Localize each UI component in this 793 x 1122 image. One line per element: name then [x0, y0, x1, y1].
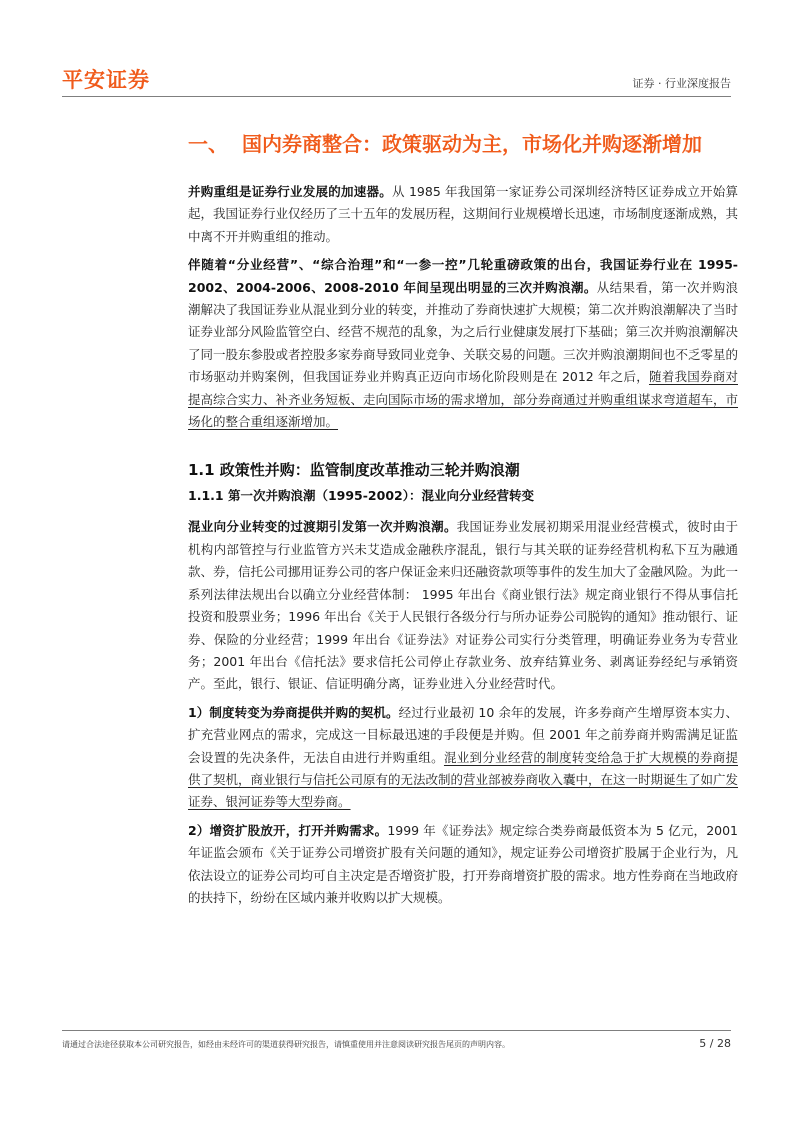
- paragraph-4-underlined: 混业到分业经营的制度转变给急于扩大规模的券商提供了契机，商业银行与信托公司原有的无法改制的营业部被券商收入囊中，在这一时期诞生了如广发证券、银河证券等大型券商。: [188, 749, 739, 810]
- page-header: [62, 58, 731, 98]
- main-content: [188, 128, 738, 915]
- paragraph-5-body: 1999 年《证券法》规定综合类券商最低资本为 5 亿元，2001 年证监会颁布《关于证券公司增资扩股有关问题的通知》，规定证券公司增资扩股属于企业行为，凡依法设立的证券公司均可自主决定是否增资扩股，打开券商增资扩股的需求。地方性券商在当地政府的扶持下，纷纷在区域内兼并收购以扩大规模。: [188, 822, 739, 905]
- paragraph-1: [188, 181, 738, 248]
- paragraph-5-lead: 2）增资扩股放开，打开并购需求。: [188, 822, 388, 838]
- subsection-heading: 1.1.1 第一次并购浪潮（1995-2002）：混业向分业经营转变: [188, 488, 534, 504]
- paragraph-4-lead: 1）制度转变为券商提供并购的契机。: [188, 704, 399, 720]
- brand-logo: 平安证券: [62, 68, 150, 92]
- paragraph-1-body: 从 1985 年我国第一家证券公司深圳经济特区证券成立开始算起，我国证券行业仅经历了三十五年的发展历程，这期间行业规模增长迅速，市场制度逐渐成熟，其中离不开并购重组的推动。: [188, 184, 739, 244]
- paragraph-2: [188, 254, 738, 433]
- paragraph-4-body: 经过行业最初 10 余年的发展，许多券商产生增厚资本实力、扩充营业网点的需求，完成这一目标最迅速的手段便是并购。但 2001 年之前券商并购需满足证监会设置的先决条件，无法自由进行并购重组。: [188, 704, 738, 765]
- chapter-number: 一、: [188, 132, 228, 156]
- paragraph-4: [188, 702, 738, 814]
- paragraph-3-body: 我国证券业发展初期采用混业经营模式，彼时由于机构内部管控与行业监管方兴未艾造成金融秩序混乱，银行与其关联的证券经营机构私下互为融通款、券，信托公司挪用证券公司的客户保证金来归还融资款项等事件的发生加大了金融风险。为此一系列法律法规出台以确立分业经营体制： 1995 年出台《商业银行法》规定商业银行不得从事信托投资和股票业务；1996 年出台《关于人民银行各级分行与所办证券公司脱钩的通知》推动银行、证券、保险的分业经营；1999 年出台《证券法》对证券公司实行分类管理，明确证券业务为专营业务；2001 年出台《信托法》要求信托公司停止存款业务、放弃结算业务、剥离证券经纪与承销资产。至此，银行、银证、信证明确分离，证券业进入分业经营时代。: [188, 519, 739, 692]
- paragraph-2-lead: 伴随着“分业经营”、“综合治理”和“一参一控”几轮重磅政策的出台，我国证券行业在 1995-2002、2004-2006、2008-2010 年间呈现出明显的三次并购浪潮。: [188, 257, 738, 295]
- chapter-heading: [188, 128, 738, 157]
- footer-disclaimer: 请通过合法途径获取本公司研究报告，如经由未经许可的渠道获得研究报告，请慎重使用并注意阅读研究报告尾页的声明内容。: [62, 1040, 510, 1049]
- section-heading: 1.1 政策性并购：监管制度改革推动三轮并购浪潮: [188, 461, 520, 480]
- page-number: 5 / 28: [699, 1037, 731, 1050]
- paragraph-2-body: 从结果看，第一次并购浪潮解决了我国证券业从混业到分业的转变，并推动了券商快速扩大规模；第二次并购浪潮解决了当时证券业部分风险监管空白、经营不规范的乱象，为之后行业健康发展打下基础；第三次并购浪潮解决了同一股东参股或者控股多家券商导致同业竞争、关联交易的问题。三次并购浪潮期间也不乏零星的市场驱动并购案例，但我国证券业并购真正迈向市场化阶段则是在 2012 年之后，: [188, 279, 739, 385]
- page-footer: [62, 1030, 731, 1050]
- paragraph-2-underlined: 随着我国券商对提高综合实力、补齐业务短板、走向国际市场的需求增加，部分券商通过并购重组谋求弯道超车，市场化的整合重组逐渐增加。: [188, 369, 739, 430]
- footer-divider: [62, 1030, 731, 1031]
- header-divider: [62, 96, 731, 97]
- paragraph-3-lead: 混业向分业转变的过渡期引发第一次并购浪潮。: [188, 519, 457, 535]
- paragraph-3: [188, 516, 738, 695]
- paragraph-1-lead: 并购重组是证券行业发展的加速器。: [188, 184, 392, 199]
- paragraph-5: [188, 820, 738, 910]
- chapter-title: 国内券商整合：政策驱动为主，市场化并购逐渐增加: [242, 132, 702, 156]
- report-type: 证券 · 行业深度报告: [632, 77, 731, 90]
